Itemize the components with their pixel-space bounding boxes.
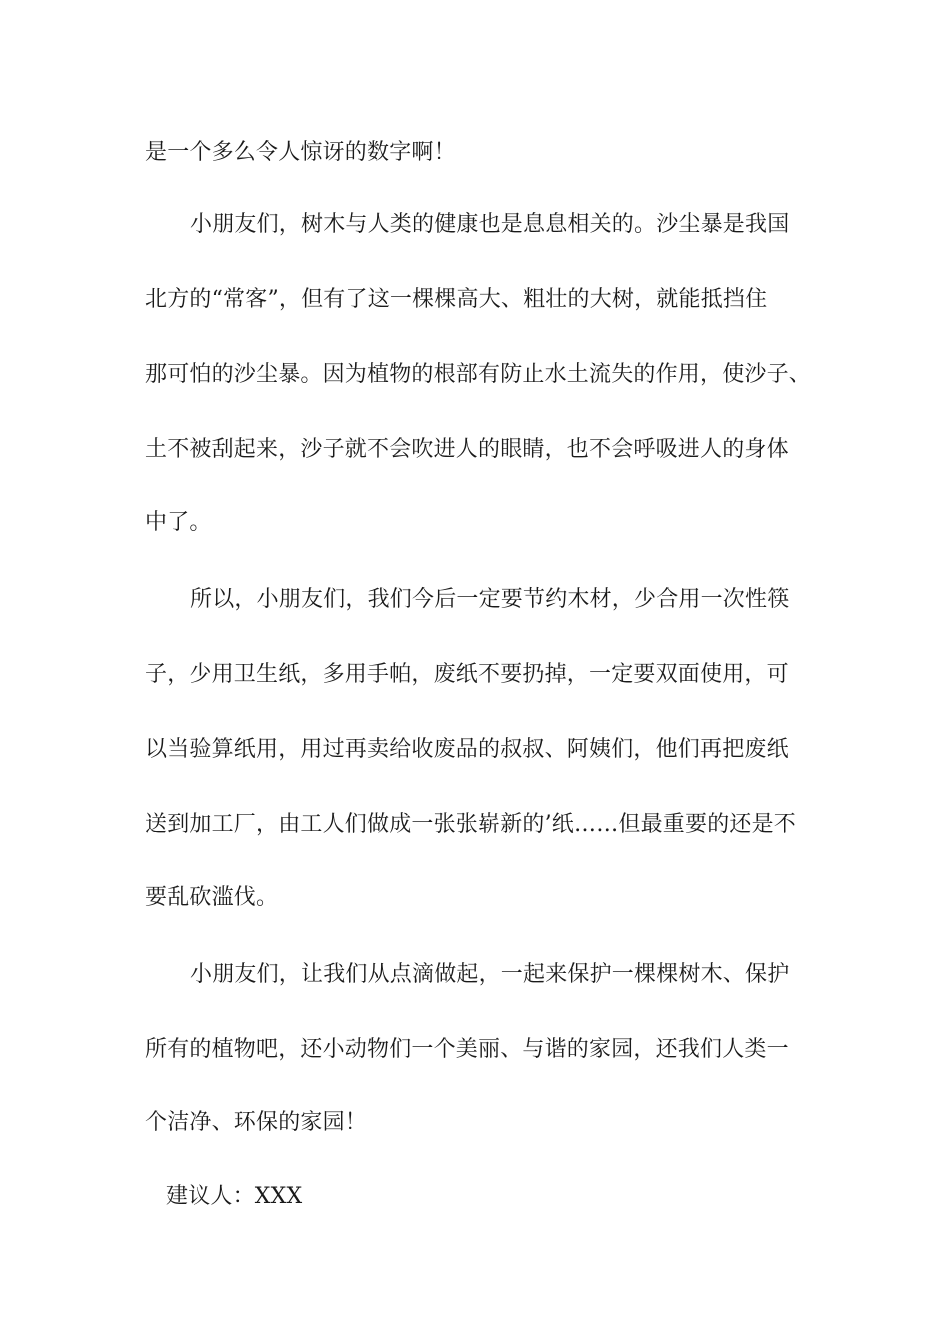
text-line: 所有的植物吧，还小动物们一个美丽、与谐的家园，还我们人类一 xyxy=(145,1037,789,1062)
text-line: 送到加工厂，由工人们做成一张张崭新的’纸……但最重要的还是不 xyxy=(145,812,796,837)
text-line: 是一个多么令人惊讶的数字啊！ xyxy=(145,140,456,165)
paragraph-start-line: 所以，小朋友们，我们今后一定要节约木材，少合用一次性筷 xyxy=(190,587,790,612)
text-line: 中了。 xyxy=(145,510,212,535)
text-line: 北方的“常客”，但有了这一棵棵高大、粗壮的大树，就能抵挡住 xyxy=(145,287,768,312)
text-line: 土不被刮起来，沙子就不会吹进人的眼睛，也不会呼吸进人的身体 xyxy=(145,437,789,462)
text-line: 要乱砍滥伐。 xyxy=(145,885,279,910)
paragraph-start-line: 小朋友们，让我们从点滴做起，一起来保护一棵棵树木、保护 xyxy=(190,962,790,987)
paragraph-start-line: 小朋友们，树木与人类的健康也是息息相关的。沙尘暴是我国 xyxy=(190,212,790,237)
text-line: 个洁净、环保的家园！ xyxy=(145,1110,368,1135)
text-line: 子，少用卫生纸，多用手帕，废纸不要扔掉，一定要双面使用，可 xyxy=(145,662,789,687)
text-line: 以当验算纸用，用过再卖给收废品的叔叔、阿姨们，他们再把废纸 xyxy=(145,737,789,762)
text-line: 那可怕的沙尘暴。因为植物的根部有防止水土流失的作用，使沙子、 xyxy=(145,362,812,387)
signature-line: 建议人：XXX xyxy=(166,1184,303,1209)
